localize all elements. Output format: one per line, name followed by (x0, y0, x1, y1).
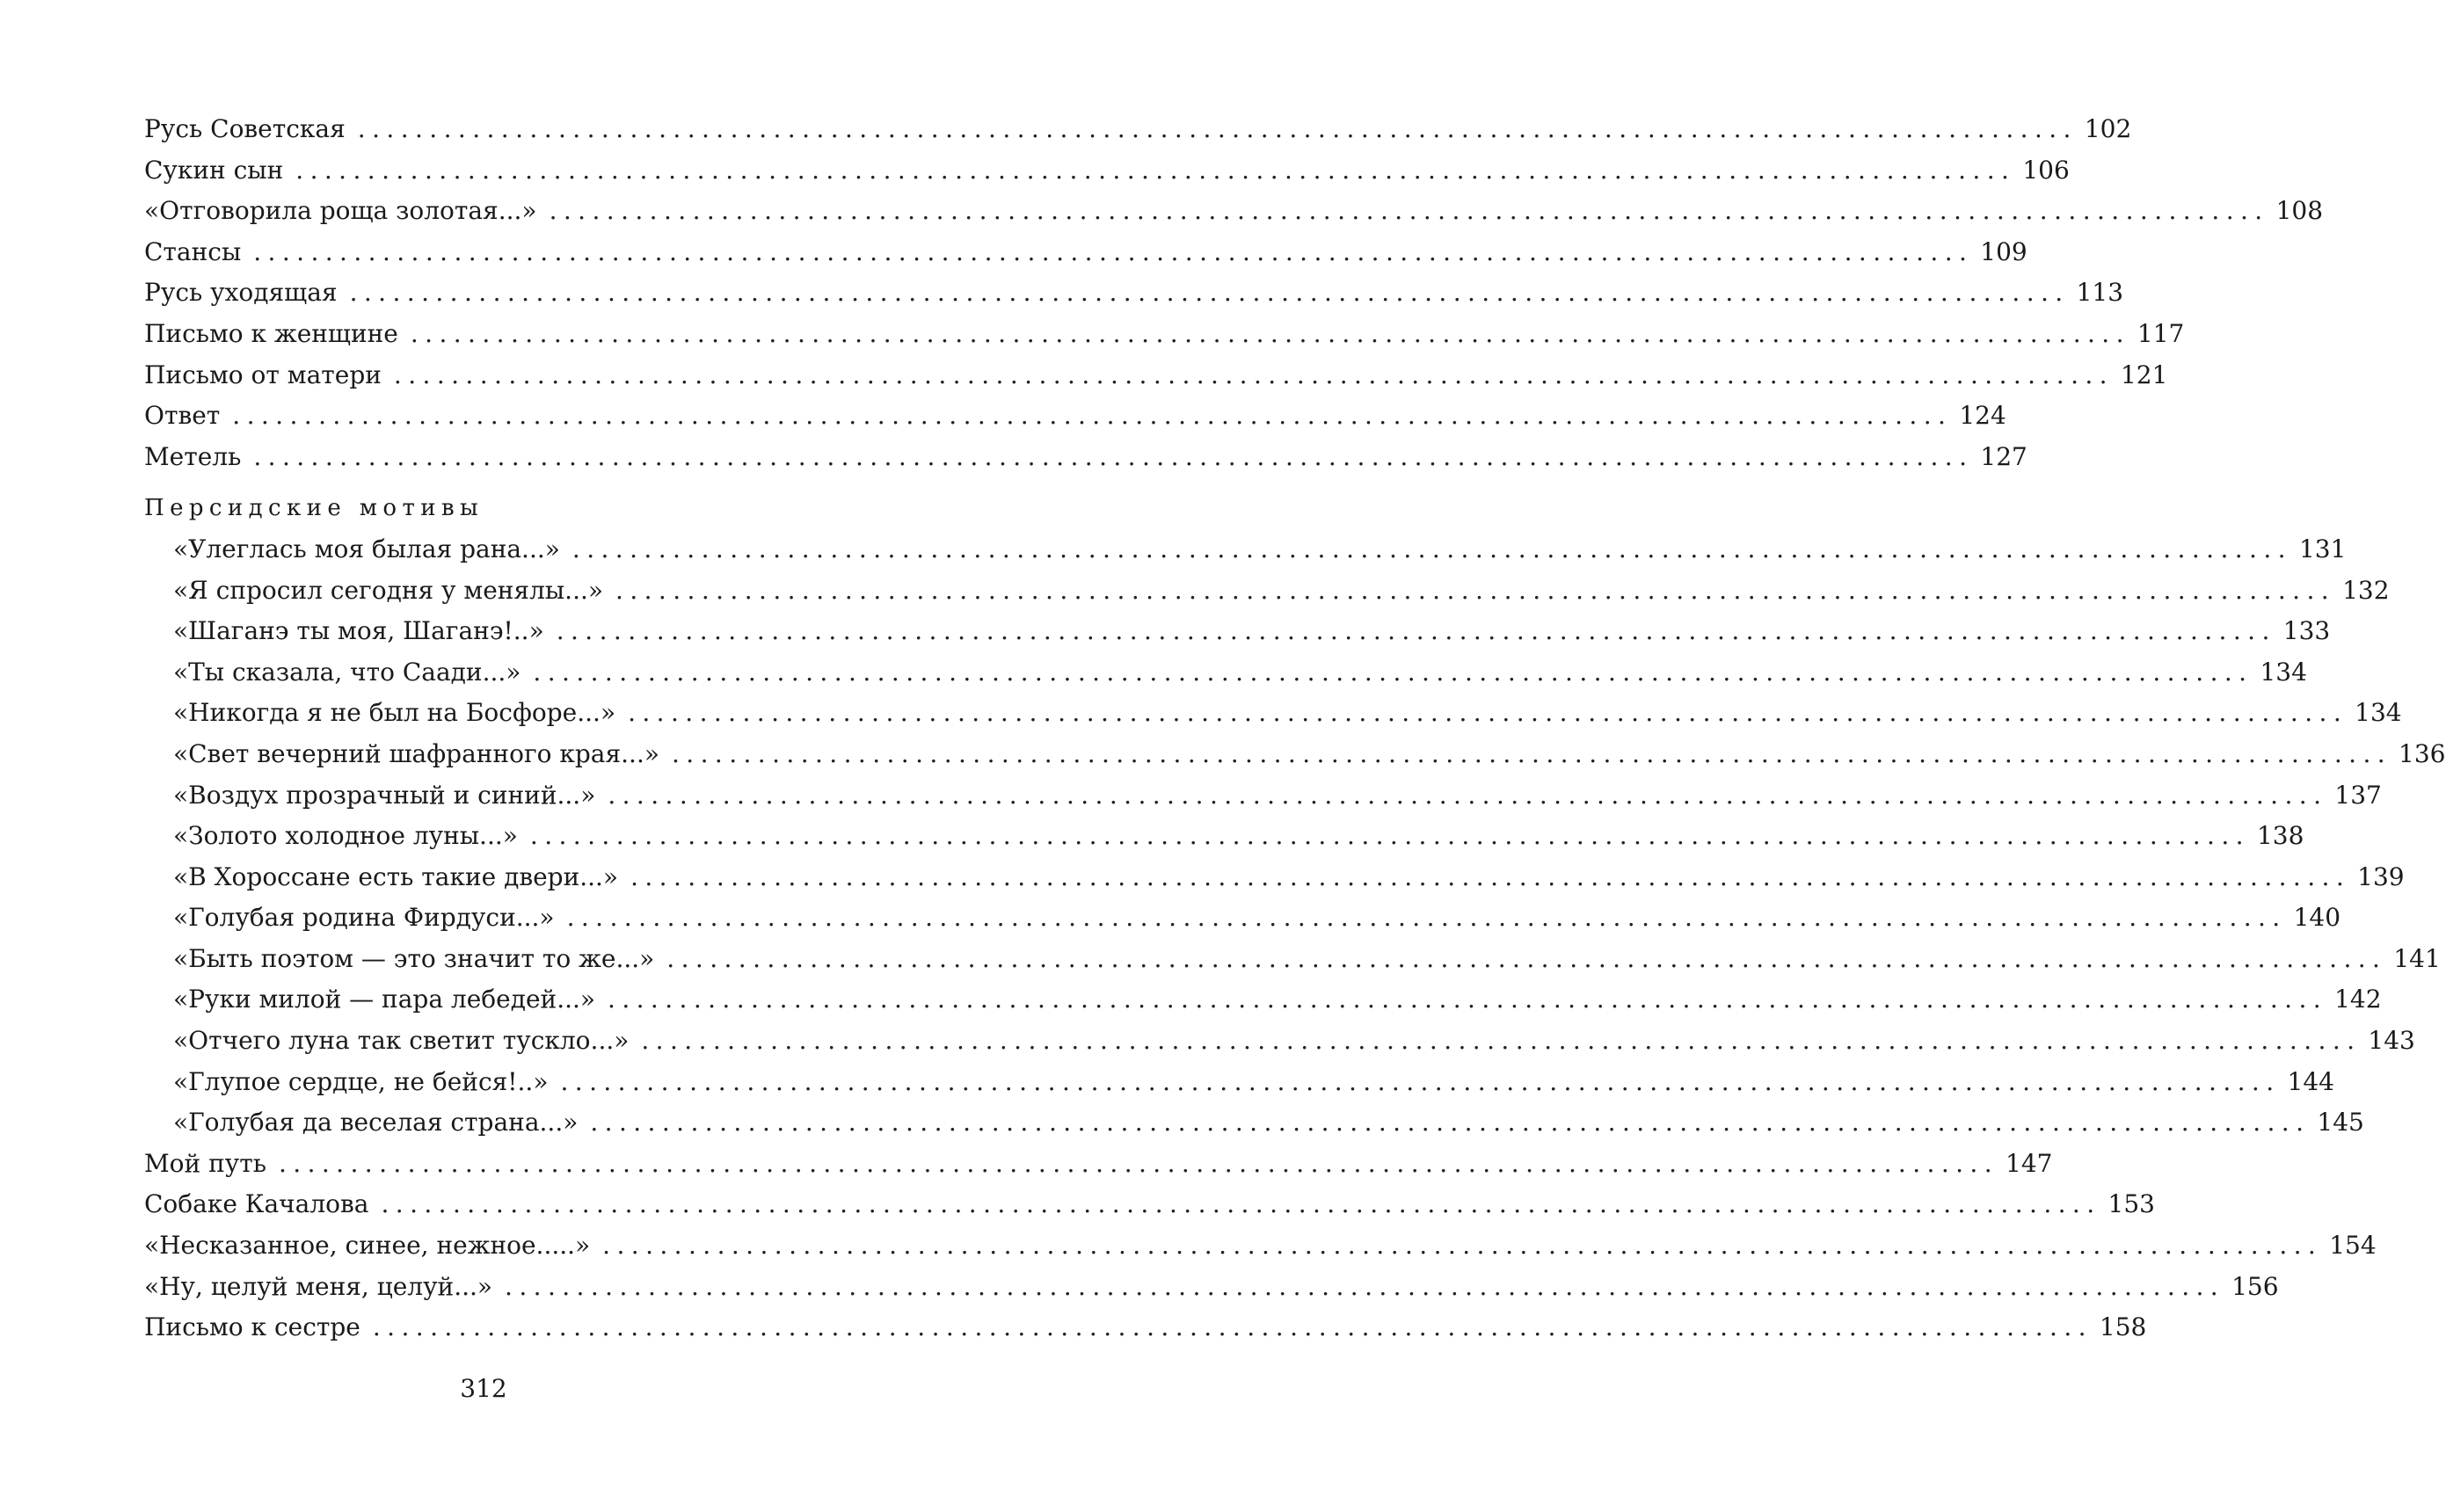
toc-entry-page: 140 (2293, 903, 2341, 933)
toc-entry-title: Собаке Качалова (144, 1189, 369, 1219)
toc-dot-leader: ........................................................................................................................ (349, 278, 2070, 308)
toc-entry-page: 113 (2076, 278, 2124, 308)
toc-entry-page: 134 (2260, 657, 2307, 687)
toc-dot-leader: ........................................................................................................................ (549, 196, 2269, 226)
toc-entry (144, 355, 2168, 396)
toc-entry (144, 109, 2132, 150)
toc-entry-page: 142 (2334, 985, 2382, 1014)
toc-entry-page: 141 (2393, 943, 2441, 973)
toc-entry-page: 124 (1959, 401, 2006, 431)
toc-entry (144, 1184, 2155, 1225)
toc-group-before (144, 109, 2324, 477)
toc-entry-title: Метель (144, 441, 242, 471)
toc-dot-leader: ........................................................................................................................ (393, 360, 2114, 389)
toc-dot-leader: ........................................................................................................................ (630, 861, 2351, 891)
toc-entry-title: «Отчего луна так светит тускло...» (173, 1026, 630, 1056)
toc-entry-page: 143 (2368, 1026, 2415, 1056)
toc-entry-title: «В Хороссане есть такие двери...» (173, 861, 619, 891)
toc-entry-page: 145 (2317, 1108, 2364, 1138)
toc-entry-page: 138 (2256, 821, 2304, 851)
toc-entry-title: «Я спросил сегодня у менялы...» (173, 575, 604, 605)
toc-subentry (144, 529, 2347, 571)
toc-subentry (144, 1062, 2334, 1103)
toc-entry-title: Письмо к сестре (144, 1312, 360, 1342)
toc-subentry (144, 652, 2307, 694)
toc-entry-title: «Быть поэтом — это значит то же...» (173, 943, 655, 973)
toc-entry-page: 139 (2357, 861, 2405, 891)
toc-entry-title: «Голубая да веселая страна...» (173, 1108, 579, 1138)
toc-entry-title: «Золото холодное луны...» (173, 821, 518, 851)
toc-entry (144, 1225, 2377, 1267)
toc-entry-page: 136 (2399, 738, 2446, 768)
toc-dot-leader: ........................................................................................................................ (608, 780, 2328, 810)
toc-entry-page: 154 (2329, 1231, 2377, 1261)
toc-subentry (144, 693, 2402, 734)
toc-entry-title: «Отговорила роща золотая...» (144, 196, 537, 226)
toc-entry-title: Русь уходящая (144, 278, 338, 308)
toc-dot-leader: ........................................................................................................................ (505, 1271, 2225, 1301)
toc-entry-title: «Воздух прозрачный и синий...» (173, 780, 596, 810)
toc-subentry (144, 734, 2446, 775)
toc-dot-leader: ........................................................................................................................ (253, 441, 1974, 471)
toc-entry-title: Сукин сын (144, 155, 284, 185)
toc-subentry (144, 571, 2390, 612)
toc-entry-title: «Голубая родина Фирдуси...» (173, 903, 555, 933)
toc-dot-leader: ........................................................................................................................ (357, 114, 2078, 143)
toc-entry-title: «Несказанное, синее, нежное.....» (144, 1231, 591, 1261)
toc-subentry (144, 857, 2405, 898)
toc-subentry (144, 775, 2382, 817)
toc-dot-leader: ........................................................................................................................ (381, 1189, 2101, 1219)
toc-dot-leader: ........................................................................................................................ (602, 1231, 2323, 1261)
toc-dot-leader: ........................................................................................................................ (533, 657, 2253, 687)
toc-entry-page: 127 (1980, 441, 2027, 471)
toc-entry-page: 108 (2275, 196, 2324, 226)
toc-entry (144, 232, 2027, 273)
table-of-contents (144, 109, 2446, 1348)
toc-entry-title: «Свет вечерний шафранного края...» (173, 738, 659, 768)
toc-dot-leader: ........................................................................................................................ (566, 903, 2287, 933)
toc-dot-leader: ........................................................................................................................ (556, 616, 2276, 646)
toc-dot-leader: ........................................................................................................................ (253, 236, 1974, 266)
toc-entry-page: 133 (2282, 616, 2331, 646)
toc-group-after (144, 1144, 2377, 1348)
toc-entry-page: 131 (2298, 534, 2347, 563)
toc-entry-page: 158 (2099, 1312, 2147, 1342)
toc-entry-page: 117 (2137, 318, 2185, 348)
toc-subentry (144, 898, 2341, 939)
toc-entry-title: Стансы (144, 236, 242, 266)
toc-dot-leader: ........................................................................................................................ (628, 698, 2348, 728)
toc-entry-title: «Руки милой — пара лебедей...» (173, 985, 596, 1014)
toc-section-items (144, 529, 2446, 1144)
toc-subentry (144, 1102, 2364, 1144)
toc-entry-title: «Улеглась моя былая рана...» (173, 534, 560, 563)
toc-dot-leader: ........................................................................................................................ (560, 1066, 2281, 1096)
toc-dot-leader: ........................................................................................................................ (410, 318, 2130, 348)
toc-entry (144, 273, 2124, 314)
toc-dot-leader: ........................................................................................................................ (590, 1108, 2311, 1138)
toc-entry-page: 132 (2342, 575, 2390, 605)
toc-entry-title: Русь Советская (144, 114, 346, 143)
toc-entry-page: 137 (2334, 780, 2382, 810)
toc-dot-leader: ........................................................................................................................ (232, 401, 1953, 431)
toc-entry (144, 1267, 2279, 1308)
toc-entry (144, 1307, 2147, 1348)
toc-entry-page: 102 (2084, 114, 2132, 143)
toc-subentry (144, 816, 2304, 857)
toc-entry (144, 1144, 2053, 1185)
toc-dot-leader: ........................................................................................................................ (615, 575, 2336, 605)
toc-entry-page: 147 (2006, 1148, 2053, 1178)
toc-entry-title: «Ну, целуй меня, целуй...» (144, 1271, 493, 1301)
toc-dot-leader: ........................................................................................................................ (571, 534, 2292, 563)
toc-entry-title: «Никогда я не был на Босфоре...» (173, 698, 616, 728)
toc-entry (144, 314, 2185, 355)
toc-entry-page: 144 (2287, 1066, 2334, 1096)
toc-subentry (144, 979, 2382, 1021)
toc-dot-leader: ........................................................................................................................ (666, 943, 2387, 973)
toc-entry-page: 106 (2022, 155, 2070, 185)
toc-dot-leader: ........................................................................................................................ (372, 1312, 2093, 1342)
toc-entry (144, 396, 2006, 437)
toc-dot-leader: ........................................................................................................................ (295, 155, 2016, 185)
page-number: 312 (460, 1374, 507, 1403)
toc-entry-page: 109 (1980, 236, 2027, 266)
toc-dot-leader: ........................................................................................................................ (278, 1148, 1999, 1178)
toc-entry-page: 156 (2231, 1271, 2279, 1301)
toc-entry-title: Ответ (144, 401, 221, 431)
toc-entry (144, 150, 2070, 192)
toc-dot-leader: ........................................................................................................................ (641, 1026, 2362, 1056)
toc-subentry (144, 939, 2441, 980)
toc-entry-title: Письмо от матери (144, 360, 382, 389)
toc-entry-title: «Глупое сердце, не бейся!..» (173, 1066, 549, 1096)
toc-entry (144, 191, 2324, 232)
toc-entry-page: 153 (2107, 1189, 2155, 1219)
toc-dot-leader: ........................................................................................................................ (529, 821, 2250, 851)
toc-subentry (144, 1021, 2415, 1062)
toc-dot-leader: ........................................................................................................................ (672, 738, 2392, 768)
section-heading: Персидские мотивы (144, 495, 484, 522)
toc-dot-leader: ........................................................................................................................ (608, 985, 2328, 1014)
toc-subentry (144, 611, 2331, 652)
toc-entry-page: 134 (2355, 698, 2402, 728)
toc-entry-title: Письмо к женщине (144, 318, 398, 348)
toc-entry-title: Мой путь (144, 1148, 266, 1178)
toc-entry-page: 121 (2120, 360, 2168, 389)
toc-entry (144, 437, 2027, 478)
toc-entry-title: «Шаганэ ты моя, Шаганэ!..» (173, 616, 544, 646)
toc-entry-title: «Ты сказала, что Саади...» (173, 657, 521, 687)
